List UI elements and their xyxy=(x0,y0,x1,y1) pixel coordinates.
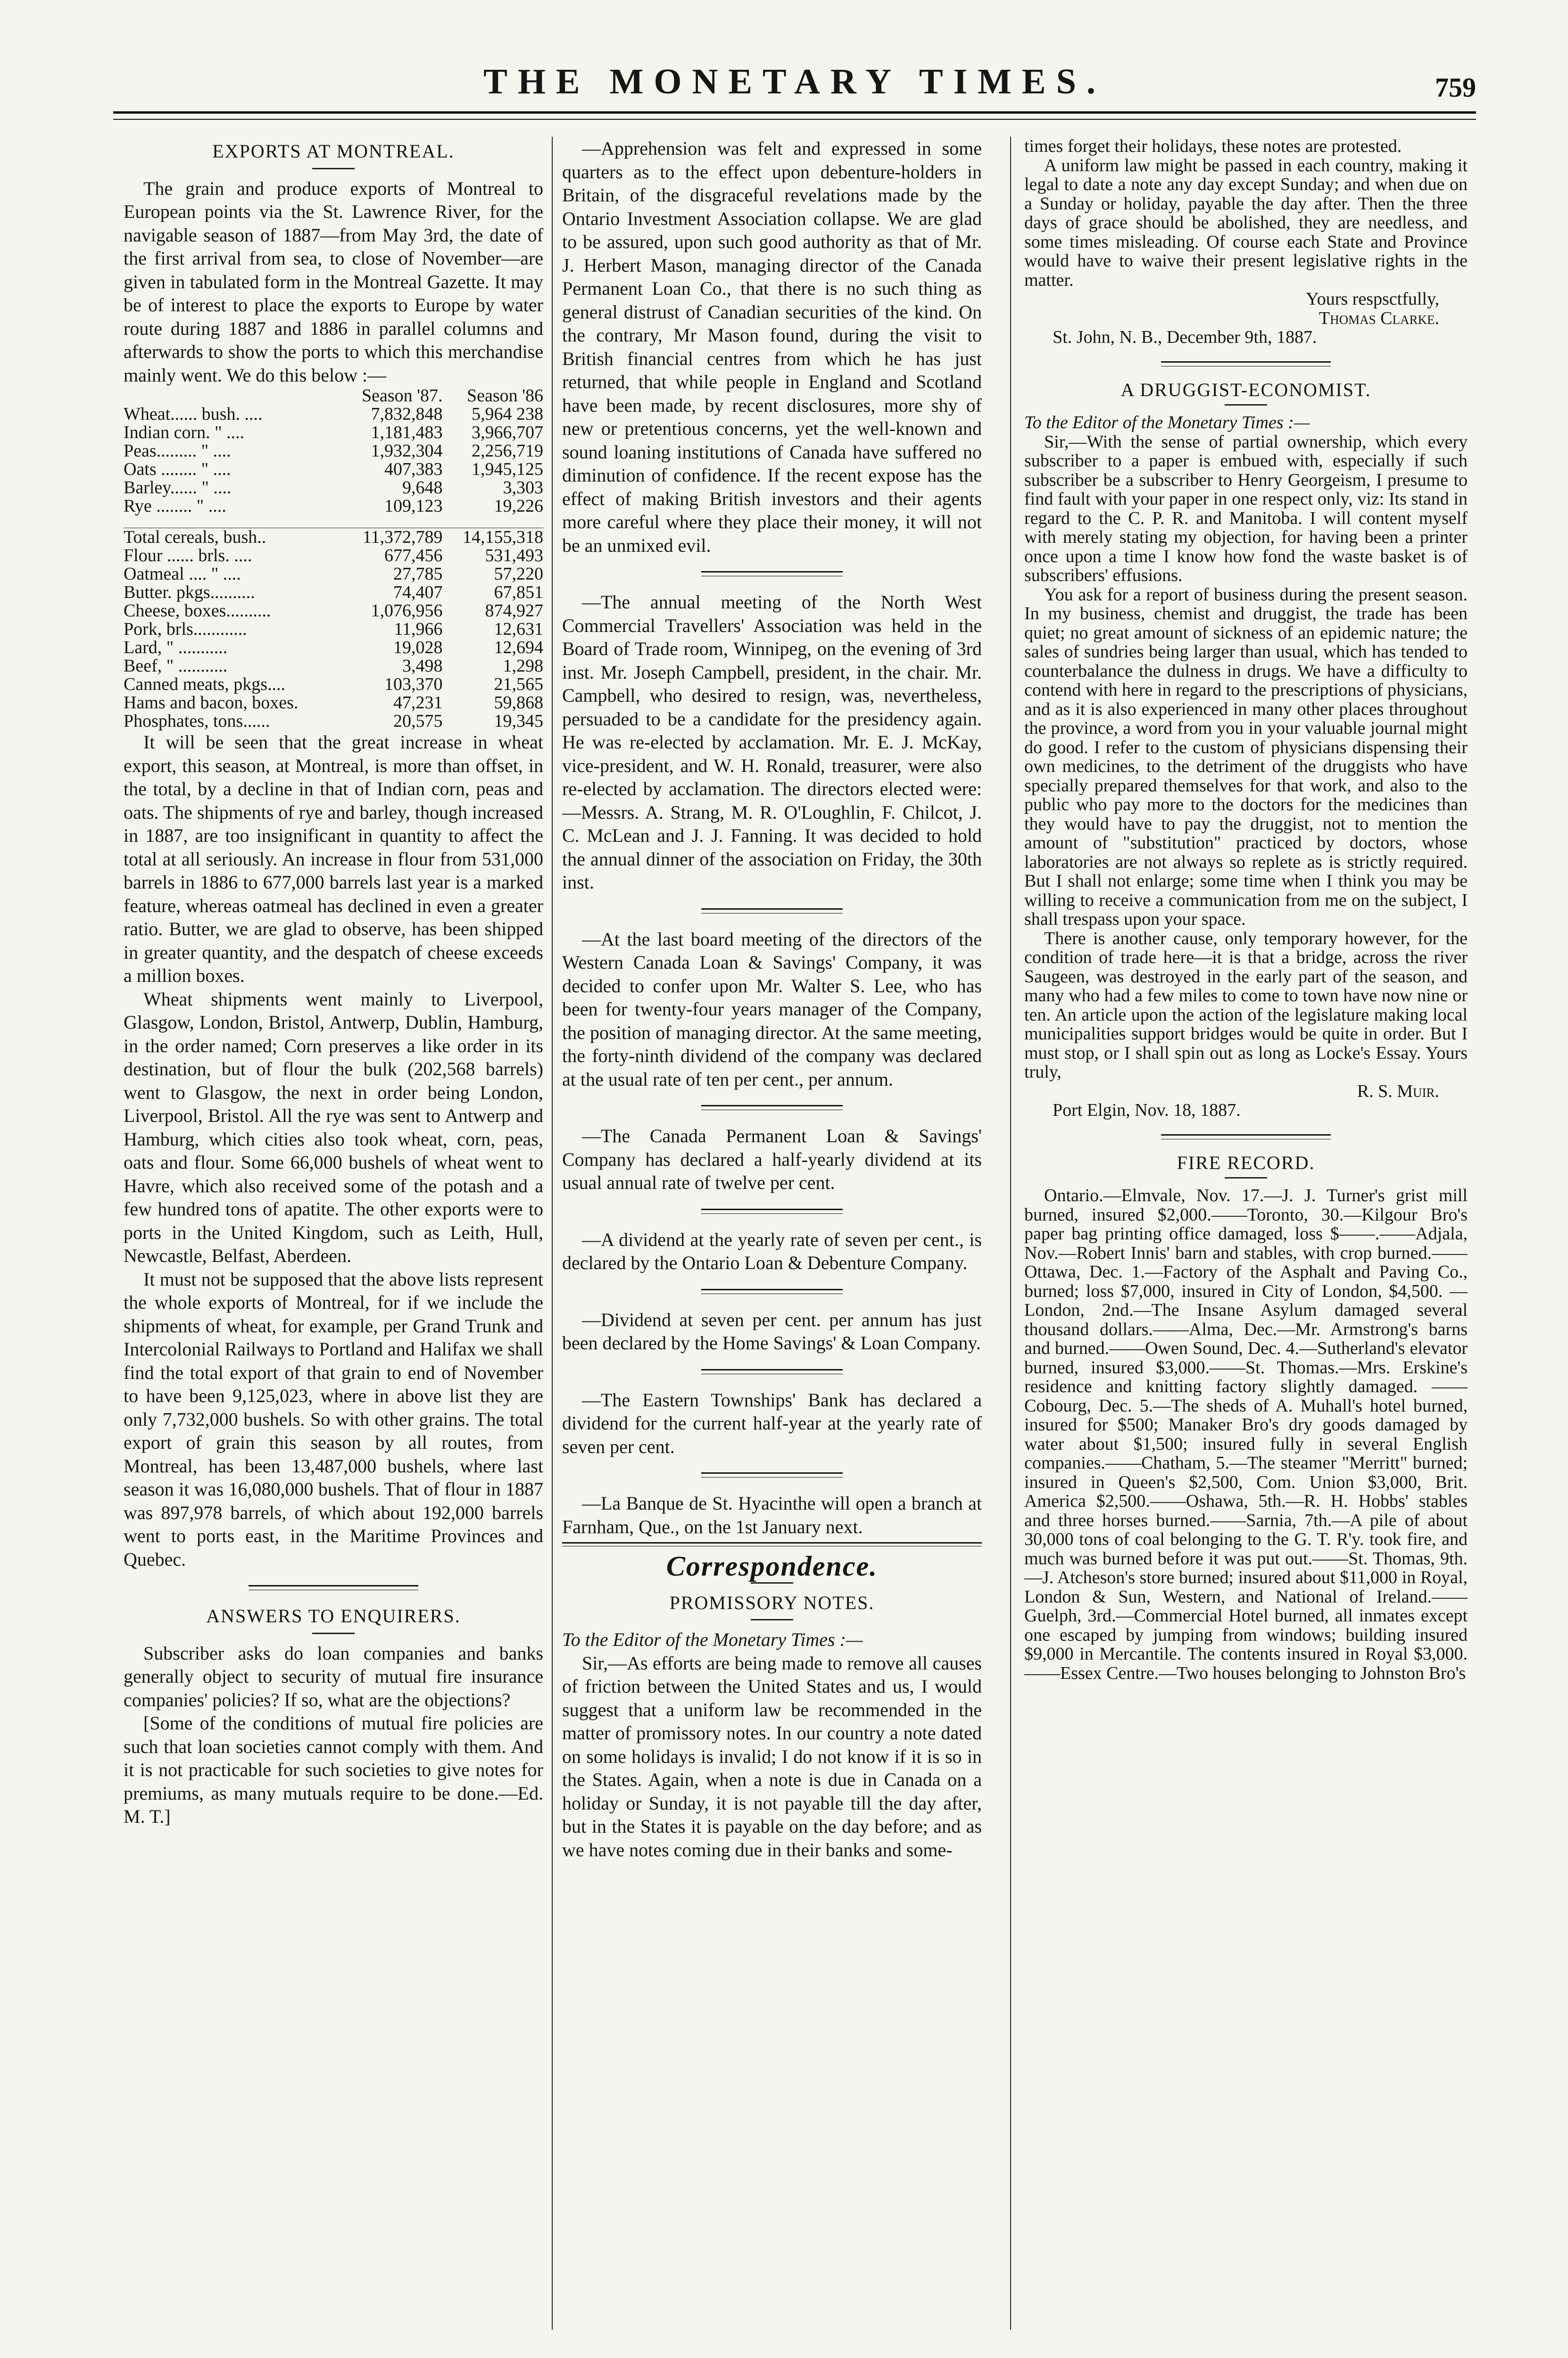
table-cell-value: 19,226 xyxy=(494,496,543,516)
letter-place-date: St. John, N. B., December 9th, 1887. xyxy=(1053,327,1317,347)
table-row xyxy=(124,497,543,515)
table-cell-value: 21,565 xyxy=(494,674,543,694)
table-row xyxy=(124,712,543,731)
exports-paragraph: Wheat shipments went mainly to Liverpool, Glasgow, London, Bristol, Antwerp, Dublin, Hamburg, in the order named; Corn preserves a like order in its destination, but of flour the bulk (202,568 barrels) went to Glasgow, the next in order being London, Liverpool, Bristol. All the rye was sent to Antwerp and Hamburg, which cities also took wheat, corn, peas, oats and flour. Some 66,000 bushels of wheat went to Havre, which also received some of the potash and a few hundred tons of apatite. The other exports were to ports in the United Kingdom, such as Leith, Hull, Newcastle, Belfast, Aberdeen. xyxy=(124,988,543,1266)
table-row xyxy=(124,460,543,479)
letter-closing: Yours respsctfully, xyxy=(1306,289,1439,309)
table-cell-item: Rye ........ " .... xyxy=(124,496,226,516)
section-separator xyxy=(249,1585,418,1590)
table-cell-item: Peas......... " .... xyxy=(124,441,231,461)
table-cell-value: 67,851 xyxy=(494,582,543,602)
exports-paragraph: It must not be supposed that the above lists represent the whole exports of Montreal, for if we include the shipments of wheat, for example, per Grand Trunk and Intercolonial Railways to Portland and Halifax we shall find the total export of that grain to end of November to have been 9,125,023, where in above list they are only 7,732,000 bushels. So with other grains. The total export of grain this season by all routes, from Montreal, has been 13,487,000 bushels, where last season it was 16,080,000 bushels. That of flour in 1887 was 897,978 barrels, of which about 192,000 barrels went to ports east, in the Maritime Provinces and Quebec. xyxy=(124,1268,543,1570)
section-heading-promissory: PROMISSORY NOTES. xyxy=(669,1592,875,1613)
to-editor-line: To the Editor of the Monetary Times :— xyxy=(1024,413,1310,432)
table-cell-item: Wheat...... bush. .... xyxy=(124,404,263,424)
heading-rule xyxy=(751,1582,793,1584)
table-cell-value: 27,785 xyxy=(393,564,443,584)
table-cell-item xyxy=(124,515,341,528)
table-cell-value: 7,832,848 xyxy=(371,404,443,424)
column-middle xyxy=(562,137,982,2339)
exports-paragraph: It will be seen that the great increase in wheat export, this season, at Montreal, is more than offset, in the total, by a decline in that of Indian corn, peas and oats. The shipments of rye and barley, though increased in 1887, are too insignificant in quantity to affect the total at all seriously. An increase in flour from 531,000 barrels in 1886 to 677,000 barrels last year is a marked feature, whereas oatmeal has declined in even a greater ratio. Butter, we are glad to observe, has been shipped in greater quantity, and the despatch of cheese exceeds a million boxes. xyxy=(124,731,543,986)
double-rule xyxy=(562,1542,982,1546)
table-cell-value: 19,345 xyxy=(494,711,543,731)
table-row xyxy=(124,547,543,565)
news-item: —The annual meeting of the North West Commercial Travellers' Association was held in the Board of Trade room, Winnipeg, on the evening of 3rd inst. Mr. Joseph Campbell, president, in the chair. Mr. Campbell, who desired to resign, was, nevertheless, persuaded to be a candidate for the presidency again. He was re-elected by acclamation. Mr. E. J. McKay, vice-president, and W. H. Ronald, treasurer, were also re-elected by acclamation. The directors elected were:—Messrs. A. Strang, M. R. O'Loughlin, F. Chilcot, J. C. McLean and J. J. Fanning. It was decided to hold the annual dinner of the association on Friday, the 30th inst. xyxy=(562,591,982,893)
heading-rule xyxy=(1225,404,1267,406)
letter-text: A uniform law might be passed in each country, making it legal to date a note any day except Sunday; and when due on a Sunday or holiday, payable the day after. Then the three days of grace should be abolished, they are needless, and some times misleading. Of course each State and Province would have to waive their present legislative rights in the matter. xyxy=(1024,155,1468,290)
letter-signature: R. S. Muir. xyxy=(1357,1081,1439,1101)
table-cell-item: Barley...... " .... xyxy=(124,478,232,498)
item-separator xyxy=(701,1289,843,1294)
news-item: —Dividend at seven per cent. per annum has just been declared by the Home Savings' & Loan Company. xyxy=(562,1309,982,1353)
table-header-row xyxy=(124,387,543,405)
table-cell-value: 1,298 xyxy=(503,656,543,676)
section-heading-exports: EXPORTS AT MONTREAL. xyxy=(212,141,455,162)
table-cell-value: 677,456 xyxy=(384,546,443,565)
letter-text: Sir,—As efforts are being made to remove all causes of friction between the United States and us, I would suggest that a uniform law be recommended in the matter of promissory notes. In our country a note dated on some holidays is invalid; I do not know if it is so in the States. Again, when a note is due in Canada on a holiday or Sunday, it is not payable till the day after, but in the States it is payable on the day before; and as we have notes coming due in their banks and some- xyxy=(562,1652,982,1860)
heading-rule xyxy=(312,168,355,169)
column-left xyxy=(124,137,543,2339)
table-row xyxy=(124,583,543,602)
section-separator xyxy=(1161,361,1331,366)
table-cell-value: 1,945,125 xyxy=(472,459,543,479)
table-cell-value: 19,028 xyxy=(393,638,443,657)
letter-signature: Thomas Clarke. xyxy=(1319,308,1439,328)
news-item: —The Eastern Townships' Bank has declared a dividend for the current half-year at the yearly rate of seven per cent. xyxy=(562,1389,982,1457)
item-separator xyxy=(701,908,843,913)
table-cell-item: Flour ...... brls. .... xyxy=(124,546,252,565)
heading-rule xyxy=(312,1633,355,1634)
table-cell-item xyxy=(124,387,341,405)
item-separator xyxy=(701,1209,843,1214)
table-cell-value: 1,932,304 xyxy=(371,441,443,461)
table-row xyxy=(124,694,543,712)
table-cell-value xyxy=(341,515,442,528)
masthead xyxy=(113,61,1476,113)
section-heading-fire: FIRE RECORD. xyxy=(1177,1152,1315,1173)
table-cell-value: 59,868 xyxy=(494,693,543,713)
section-heading-druggist: A DRUGGIST-ECONOMIST. xyxy=(1120,379,1371,400)
to-editor-line: To the Editor of the Monetary Times :— xyxy=(562,1629,863,1650)
table-cell-value xyxy=(443,515,543,528)
table-cell-item: Phosphates, tons...... xyxy=(124,711,270,731)
table-cell-value: 1,181,483 xyxy=(371,423,443,442)
table-cell-item: Oatmeal .... " .... xyxy=(124,564,241,584)
publication-title: THE MONETARY TIMES. xyxy=(483,62,1106,101)
column-divider xyxy=(1010,137,1011,2330)
answers-reply: [Some of the conditions of mutual fire policies are such that loan societies cannot comply with them. And it is not practicable for such societies to give notes for premiums, as many mutuals require to be done.—Ed. M. T.] xyxy=(124,1712,543,1827)
table-cell-item: Oats ........ " .... xyxy=(124,459,231,479)
letter-text: There is another cause, only temporary however, for the condition of trade here—it is that a bridge, across the river Saugeen, was destroyed in the early part of the season, and many who had a few miles to come to town have now nine or ten. An article upon the action of the legislature making local municipalities support bridges would be quite in order. But I must stop, or I shall spin out as long as Locke's Essay. Yours truly, xyxy=(1024,928,1468,1082)
item-separator xyxy=(701,1105,843,1110)
table-cell-item: Butter. pkgs.......... xyxy=(124,582,255,602)
section-separator xyxy=(1161,1134,1331,1139)
correspondence-title: Correspondence. xyxy=(666,1551,878,1582)
table-row xyxy=(124,515,543,528)
table-cell-value: 9,648 xyxy=(402,478,443,498)
table-cell-value: Season '86 xyxy=(466,386,543,406)
table-row xyxy=(124,639,543,657)
news-item: —Apprehension was felt and expressed in some quarters as to the effect upon debenture-holders in Britain, of the disgraceful revelations made by the Ontario Investment Association collapse. We are glad to be assured, upon such good authority as that of Mr. J. Herbert Mason, managing director of the Canada Permanent Loan Co., that there is no such thing as general distrust of Canadian securities of the kind. On the contrary, Mr Mason found, during the visit to British financial centres from which he has just returned, that while people in England and Scotland have been made, by recent disclosures, more shy of new or pretentious concerns, yet the well-known and sound loaning institutions of Canada have suffered no diminution of confidence. If the recent expose has the effect of making British investors and their agents more careful where they place their money, it will not be an unmixed evil. xyxy=(562,138,982,556)
table-cell-value: 531,493 xyxy=(485,546,543,565)
column-divider xyxy=(552,137,553,2330)
table-cell-value: 2,256,719 xyxy=(472,441,543,461)
table-cell-value: 874,927 xyxy=(485,601,543,621)
table-cell-item: Indian corn. " .... xyxy=(124,423,245,442)
item-separator xyxy=(701,1369,843,1374)
answers-question: Subscriber asks do loan companies and banks generally object to security of mutual fire insurance companies' policies? If so, what are the objections? xyxy=(124,1642,543,1710)
table-cell-value: 11,372,789 xyxy=(362,527,443,547)
table-row xyxy=(124,528,543,547)
heading-rule xyxy=(751,1619,793,1620)
item-separator xyxy=(701,571,843,576)
news-item: —At the last board meeting of the directors of the Western Canada Loan & Savings' Company, it was decided to confer upon Mr. Walter S. Lee, who has been for twenty-four years manager of the Company, the position of managing director. At the same meeting, the forty-ninth dividend of the company was declared at the usual rate of ten per cent., per annum. xyxy=(562,928,982,1090)
table-cell-value: 109,123 xyxy=(384,496,443,516)
table-cell-item: Total cereals, bush.. xyxy=(124,527,266,547)
table-row xyxy=(124,442,543,460)
exports-table xyxy=(124,387,543,731)
letter-place-date: Port Elgin, Nov. 18, 1887. xyxy=(1053,1100,1241,1120)
table-cell-value: 103,370 xyxy=(384,674,443,694)
table-cell-value: 1,076,956 xyxy=(371,601,443,621)
table-cell-item: Pork, brls............ xyxy=(124,619,247,639)
table-cell-value: 3,303 xyxy=(503,478,543,498)
news-item: —The Canada Permanent Loan & Savings' Company has declared a half-yearly dividend at its usual annual rate of twelve per cent. xyxy=(562,1125,982,1193)
table-row xyxy=(124,657,543,675)
table-cell-value: 407,383 xyxy=(384,459,443,479)
item-separator xyxy=(701,1472,843,1478)
letter-continuation: times forget their holidays, these notes are protested. xyxy=(1024,137,1402,156)
page-number: 759 xyxy=(1435,72,1476,103)
table-cell-value: 20,575 xyxy=(393,711,443,731)
masthead-rule-thick xyxy=(113,111,1476,114)
table-cell-value: 5,964 238 xyxy=(472,404,543,424)
column-right xyxy=(1024,137,1468,2339)
table-cell-value: 57,220 xyxy=(494,564,543,584)
heading-rule xyxy=(1225,1177,1267,1179)
table-cell-value: 12,631 xyxy=(494,619,543,639)
exports-intro: The grain and produce exports of Montreal to European points via the St. Lawrence River, for the navigable season of 1887—from May 3rd, the date of the first arrival from sea, to close of November—are given in tabulated form in the Montreal Gazette. It may be of interest to place the exports to Europe by water route during 1887 and 1886 in parallel columns and afterwards to show the ports to which this merchandise mainly went. We do this below :— xyxy=(124,177,543,386)
table-row xyxy=(124,565,543,583)
letter-text: You ask for a report of business during the present season. In my business, chemist and druggist, the trade has been quiet; no great amount of sickness of an epidemic nature; the sales of sundries being larger than usual, which has tended to counterbalance the dulness in drugs. We have a difficulty to contend with here in regard to the prescriptions of physicians, and as it is also experienced in many other places throughout the province, a word from you in your valuable journal might do good. I refer to the custom of physicians dispensing their own medicines, to the detriment of the druggists who have specially prepared themselves for that work, and also to the public who pay more to the doctors for the medicines than they would have to pay the druggist, not to mention the amount of "substitution" practiced by doctors, whose laboratories are not always so replete as is strictly required. But I shall not enlarge; some time when I think you may be willing to receive a communication from me on the subject, I shall trespass upon your space. xyxy=(1024,584,1468,929)
table-row xyxy=(124,602,543,620)
news-item: —La Banque de St. Hyacinthe will open a branch at Farnham, Que., on the 1st January next. xyxy=(562,1493,982,1537)
table-cell-value: 12,694 xyxy=(494,638,543,657)
table-cell-value: 3,498 xyxy=(402,656,443,676)
table-row xyxy=(124,405,543,423)
table-row xyxy=(124,675,543,694)
table-cell-item: Cheese, boxes.......... xyxy=(124,601,271,621)
table-cell-item: Canned meats, pkgs.... xyxy=(124,674,286,694)
table-cell-value: Season '87. xyxy=(362,386,443,406)
letter-text: Sir,—With the sense of partial ownership, which every subscriber to a paper is embued with, especially if such subscriber be a subscriber to Henry Georgeism, I presume to find fault with your paper in one respect only, viz: Its stand in regard to the C. P. R. and Manitoba. I will content myself with merely stating my objection, for having been a printer once upon a time I know how fond the waste basket is of subscribers' effusions. xyxy=(1024,432,1468,585)
section-heading-answers: ANSWERS TO ENQUIRERS. xyxy=(206,1605,461,1627)
masthead-rule-thin xyxy=(113,119,1476,120)
table-cell-value: 3,966,707 xyxy=(472,423,543,442)
table-cell-value: 47,231 xyxy=(393,693,443,713)
table-cell-item: Lard, " ........... xyxy=(124,638,228,657)
table-row xyxy=(124,423,543,442)
fire-record-text: Ontario.—Elmvale, Nov. 17.—J. J. Turner's grist mill burned, insured $2,000.——Toronto, 30.—Kilgour Bro's paper bag printing office damaged, loss $——.——Adjala, Nov.—Robert Innis' barn and stables, with crop burned.——Ottawa, Dec. 1.—Factory of the Asphalt and Paving Co., burned; loss $7,000, insured in City of London, $4,500. — London, 2nd.—The Insane Asylum damaged several thousand dollars.——Alma, Dec.—Mr. Armstrong's barns and burned.——Owen Sound, Dec. 4.—Sutherland's elevator burned, insured $3,000.——St. Thomas.—Mrs. Erskine's residence and knitting factory slightly damaged. ——Cobourg, Dec. 5.—The sheds of A. Muhall's hotel burned, insured for $500; Manaker Bro's dry goods damaged by water about $1,500; insured fully in several English companies.——Chatham, 5.—The steamer "Merritt" burned; insured in Queen's $2,500, Com. Union $3,000, Brit. America $2,500.——Oshawa, 5th.—R. H. Hobbs' stables and three horses burned.——Sarnia, 7th.—A pile of about 30,000 tons of coal belonging to the G. T. R'y. took fire, and much was burned before it was put out.——St. Thomas, 9th.—J. Atcheson's store burned; insured about $11,000 in Royal, London & Sun, Western, and National of Ireland.——Guelph, 3rd.—Commercial Hotel burned, all inmates except one escaped by jumping from windows; building insured $9,000 in Mercantile. The contents insured in Royal $3,000.——Essex Centre.—Two houses belonging to Johnston Bro's xyxy=(1024,1186,1468,1683)
table-cell-value: 74,407 xyxy=(393,582,443,602)
table-row xyxy=(124,620,543,639)
table-cell-item: Hams and bacon, boxes. xyxy=(124,693,299,713)
table-cell-item: Beef, " ........... xyxy=(124,656,228,676)
news-item: —A dividend at the yearly rate of seven per cent., is declared by the Ontario Loan & Debenture Company. xyxy=(562,1229,982,1273)
table-cell-value: 14,155,318 xyxy=(463,527,543,547)
table-row xyxy=(124,479,543,497)
table-cell-value: 11,966 xyxy=(394,619,443,639)
